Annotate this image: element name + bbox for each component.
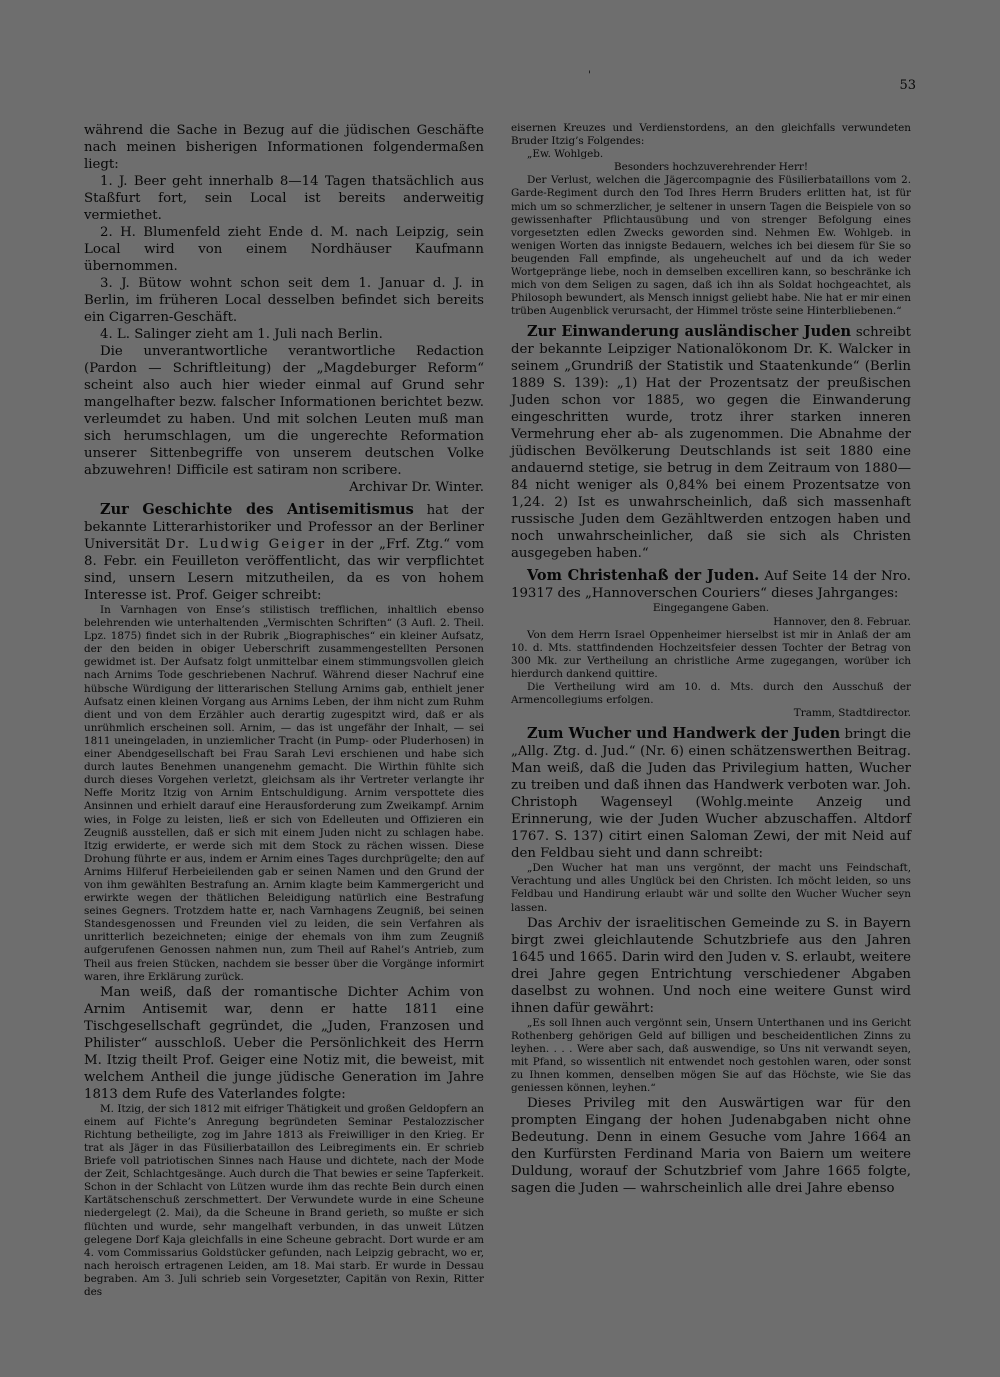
notice-signature: Tramm, Stadtdirector. (793, 707, 911, 720)
body-paragraph: Dieses Privileg mit den Auswärtigen war für den prompten Eingang der hohen Judenabgaben nicht ohne Bedeutung. Denn in einem Gesuche vom Jahre 1664 an den Kurfürsten Ferdinand Maria von Baiern um weitere Duldung, worauf der Schutzbrief vom Jahre 1665 folgte, sagen die Juden — wahrscheinlich alle drei Jahre ebenso (511, 1096, 911, 1197)
paragraph-text: in der „Frf. Ztg.“ vom 8. Febr. ein Feuilleton veröffentlicht, das wir verpflichtet sind, unsern Lesern mitzutheilen, da es von hohem Interesse ist. Prof. Geiger schreibt: (84, 537, 485, 603)
paragraph-text: schreibt der bekannte Leipziger Nationalökonom Dr. K. Walcker in seinem „Grundriß der Statistik und Staatenkunde“ (Berlin 1889 S. 139): „1) Hat der Prozentsatz der preußischen Juden schon vor 1885, wo gegen die Einwanderung eingeschritten wurde, trotz ihrer starken inneren Vermehrung eher ab- als zugenommen. Die Abnahme der jüdischen Bevölkerung Deutschlands ist seit 1880 eine andauernd stetige, sie betrug in dem Zeitraum von 1880—84 nicht weniger als 0,84% bei einem Prozentsatze von 1,24. 2) Ist es unwahrscheinlich, daß sich massenhaft russische Juden dem Gezähltwerden entzogen haben und noch unwahrscheinlicher, daß sie sich als Christen ausgegeben haben.“ (511, 325, 912, 562)
letter-body: Der Verlust, welchen die Jägercompagnie des Füsilierbataillons vom 2. Garde-Regiment durch den Tod Ihres Herrn Bruders erlitten hat, ist für mich um so schmerzlicher, je seltener in unsern Tagen die Beispiele von so gewissenhafter Pflichtausübung und von strenger Befolgung eines vorgesetzten edlen Zwecks geworden sind. Nehmen Ew. Wohlgeb. in wenigen Worten das innigste Bedauern, welches ich bei diesem für Sie so beugenden Fall empfinde, als ungeheuchelt auf und da ich weder Wortgepränge liebe, noch in demselben excelliren kann, so beschränke ich mich von dem Seligen zu sagen, daß ich ihn als Soldat hochgeachtet, als Philosoph bewundert, als Mensch innigst geliebt habe. Nie hat er mir einen trüben Augenblick verursacht, der Himmel tröste seine Hinterbliebenen.“ (511, 174, 911, 318)
right-column (511, 122, 911, 1197)
letter-salutation: Besonders hochzuverehrender Herr! (613, 161, 809, 174)
paragraph-text: hat der bekannte Litterarhistoriker und Professor an der Berliner Universität (84, 503, 484, 552)
quote-block: „Den Wucher hat man uns vergönnt, der macht uns Feindschaft, Verachtung und alles Unglück bei den Christen. Ich möcht leiden, so uns Feldbau und Handirung erlaubt wär und sollte den Wucher Wucher seyn lassen. (511, 862, 911, 914)
notice-title: Eingegangene Gaben. (652, 602, 770, 615)
einwanderung-paragraph (511, 323, 911, 562)
section-heading: Vom Christenhaß der Juden. (527, 567, 760, 585)
list-item: 4. L. Salinger zieht am 1. Juli nach Berlin. (100, 327, 383, 342)
list-item: 1. J. Beer geht innerhalb 8—14 Tagen thatsächlich aus Staßfurt fort, sein Local ist bereits anderweitig vermiethet. (84, 174, 484, 223)
list-item: 3. J. Bütow wohnt schon seit dem 1. Januar d. J. in Berlin, im früheren Local desselben befindet sich bereits ein Cigarren-Geschäft. (84, 276, 484, 325)
author-name: Dr. Ludwig Geiger (165, 537, 327, 552)
notice-place: Hannover, den 8. Februar. (773, 615, 911, 628)
left-column (84, 122, 484, 1299)
wucher-paragraph (511, 725, 911, 862)
section-heading: Zur Geschichte des Antisemitismus (100, 501, 414, 518)
quote-block: „Es soll Ihnen auch vergönnt sein, Unsern Unterthanen und ins Gericht Rothenberg gehörigen Geld auf billigen und bescheidentlichen Zinns zu leyhen. . . . Were aber sach, daß auswendige, so Uns nit verwandt seyen, mit Pfand, so wissentlich nit entwendet noch gestohlen waren, oder sonst zu Ihnen kommen, denselben mögen Sie auf das Höchste, wie Sie das geniessen können, leyhen.“ (511, 1016, 911, 1095)
section-heading: Zur Einwanderung ausländischer Juden (527, 323, 852, 341)
quote-continuation: eisernen Kreuzes und Verdienstordens, an den gleichfalls verwundeten Bruder Itzig’s Folgendes: (511, 122, 911, 148)
christenhass-paragraph (511, 567, 911, 602)
page-mark: ' (588, 70, 591, 81)
intro-paragraph: während die Sache in Bezug auf die jüdischen Geschäfte nach meinen bisherigen Informationen folgendermaßen liegt: (84, 123, 484, 172)
notice-body: Von dem Herrn Israel Oppenheimer hierselbst ist mir in Anlaß der am 10. d. Mts. stattfindenden Hochzeitsfeier dessen Tochter der Betrag von 300 Mk. zur Vertheilung an christliche Arme zugegangen, worüber ich hierdurch dankend quittire. (511, 628, 911, 680)
section-heading: Zum Wucher und Handwerk der Juden (527, 725, 841, 743)
letter-salutation: „Ew. Wohlgeb. (527, 148, 604, 161)
body-paragraph: Man weiß, daß der romantische Dichter Achim von Arnim Antisemit war, denn er hatte 1811 eine Tischgesellschaft gegründet, die „Juden, Franzosen und Philister“ ausschloß. Ueber die Persönlichkeit des Herrn M. Itzig theilt Prof. Geiger eine Notiz mit, die beweist, mit welchem Antheil die junge jüdische Generation im Jahre 1813 dem Rufe des Vaterlandes folgte: (84, 984, 484, 1102)
body-paragraph: Das Archiv der israelitischen Gemeinde zu S. in Bayern birgt zwei gleichlautende Schutzbriefe aus den Jahren 1645 und 1665. Darin wird den Juden v. S. erlaubt, weitere drei Jahre gegen Entrichtung verschiedener Abgaben daselbst zu wohnen. Und noch eine weitere Gunst wird ihnen dafür gewährt: (511, 915, 911, 1016)
geschichte-paragraph (84, 501, 484, 604)
page-number: 53 (899, 78, 916, 93)
paragraph-text: Auf Seite 14 der Nro. 19317 des „Hannoverschen Couriers“ dieses Jahrganges: (511, 569, 911, 602)
signature: Archivar Dr. Winter. (349, 480, 484, 495)
paragraph-text: bringt die „Allg. Ztg. d. Jud.“ (Nr. 6) einen schätzenswerthen Beitrag. Man weiß, daß die Juden das Privilegium hatten, Wucher zu treiben und daß ihnen das Handwerk verboten war. Joh. Christoph Wagenseyl (Wohlg.meinte Anzeig und Erinnerung, wie der Juden Wucher abzuschaffen. Altdorf 1767. S. 137) citirt einen Saloman Zewi, der mit Neid auf den Feldbau sieht und dann schreibt: (511, 727, 911, 862)
quote-block: M. Itzig, der sich 1812 mit eifriger Thätigkeit und großen Geldopfern an einem auf Fichte’s Anregung begründeten Seminar Pestalozzischer Richtung betheiligte, zog im Jahre 1813 als Freiwilliger in den Krieg. Er trat als Jäger in das Füsilierbataillon des Leibregiments ein. Er schrieb Briefe voll patriotischen Sinnes nach Hause und dichtete, nach der Mode der Zeit, Schlachtgesänge. Auch durch die That bewies er seine Tapferkeit. Schon in der Schlacht von Lützen wurde ihm das rechte Bein durch einen Kartätschenschuß zerschmettert. Der Verwundete wurde in eine Scheune niedergelegt (2. Mai), da die Scheune in Brand gerieth, so mußte er sich flüchten und wurde, sehr mangelhaft verbunden, in das unweit Lützen gelegene Dorf Kaja gleichfalls in eine Scheune gebracht. Dort wurde er am 4. vom Commissarius Goldstücker gefunden, nach Leipzig gebracht, wo er, nach heroisch ertragenen Leiden, am 18. Mai starb. Er wurde in Dessau begraben. Am 3. Juli schrieb sein Vorgesetzter, Capitän von Rexin, Ritter des (84, 1102, 484, 1299)
list-item: 2. H. Blumenfeld zieht Ende d. M. nach Leipzig, sein Local wird von einem Nordhäuser Kaufmann übernommen. (84, 225, 484, 274)
notice-body: Die Vertheilung wird am 10. d. Mts. durch den Ausschuß der Armencollegiums erfolgen. (511, 680, 911, 707)
quote-block: In Varnhagen von Ense’s stilistisch trefflichen, inhaltlich ebenso belehrenden wie unterhaltenden „Vermischten Schriften“ (3 Aufl. 2. Theil. Lpz. 1875) findet sich in der Rubrik „Biographisches“ ein kleiner Aufsatz, der den beiden in obiger Ueberschrift zusammengestellten Personen gewidmet ist. Der Aufsatz folgt unmittelbar einem stimmungsvollen gleich nach Arnims Tode geschriebenen Nachruf. Während dieser Nachruf eine hübsche Würdigung der litterarischen Stellung Arnims gab, enthielt jener Aufsatz einen kleinen Vorgang aus Arnims Leben, der ihm nicht zum Ruhm dient und von dem Erzähler auch derartig zugespitzt wird, daß er als unrühmlich erscheinen soll. Arnim, — das ist ungefähr der Inhalt, — sei 1811 uneingeladen, in unziemlicher Tracht (in Pump- oder Pluderhosen) in einer Abendgesellschaft bei Frau Sarah Levi erschienen und habe sich durch lautes Benehmen unangenehm gemacht. Die Wirthin fühlte sich durch dieses Vorgehen verletzt, gleichsam als ihr Vertreter verlangte ihr Neffe Moritz Itzig von Arnim Entschuldigung. Arnim verspottete dies Ansinnen und erhielt darauf eine Herausforderung zum Zweikampf. Arnim wies, in Folge zu leisten, ließ er sich von Edelleuten und Offizieren ein Zeugniß ausstellen, daß er sich mit einem Juden nicht zu schlagen habe. Itzig erwiderte, er werde sich mit dem Stock zu rächen wissen. Diese Drohung führte er aus, indem er Arnim eines Tages durchprügelte; den auf Arnims Hilferuf Herbeieilenden gab er seinen Namen und den Grund der von ihm gewählten Bestrafung an. Arnim klagte beim Kammergericht und erwirkte wegen der thätlichen Beleidigung natürlich eine Bestrafung seines Gegners. Trotzdem hatte er, nach Varnhagens Zeugniß, bei seinen Standesgenossen und Freunden viel zu leiden, die sein Verfahren als unritterlich bezeichneten; einige der ehemals von ihm zum Zeugniß aufgerufenen Genossen nahmen nun, zum Theil auf Rahel’s Antrieb, zum Theil aus freien Stücken, nachdem sie besser über die Vorgänge informirt waren, ihre Erklärung zurück. (84, 604, 484, 983)
comment-paragraph: Die unverantwortliche verantwortliche Redaction (Pardon — Schriftleitung) der „Magdeburger Reform“ scheint also auch hier wieder einmal auf Grund sehr mangelhafter bezw. falscher Informationen berichtet bezw. verleumdet zu haben. Und mit solchen Leuten muß man sich herumschlagen, um die ungerechte Reformation unserer Sittenbegriffe von unserem deutschen Volke abzuwehren! Difficile est satiram non scribere. (84, 344, 484, 478)
